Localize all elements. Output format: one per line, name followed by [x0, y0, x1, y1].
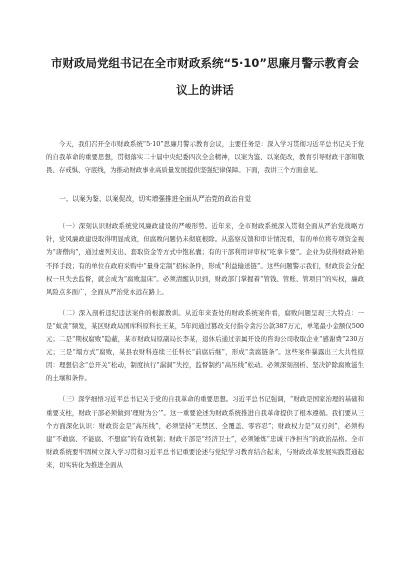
- paragraph-spacer: [46, 299, 364, 307]
- intro-paragraph: 今天，我们召开全市财政系统“5·10”思廉月警示教育会议，主要任务是：深入学习贯彻习近平总书记关于党的自我革命的重要思想，贯彻落实二十届中央纪委四次全会精神，以案为鉴、以案促改，教育引导财政干部知敬畏、存戒惧、守底线，为推动财政事业高质量发展提供坚强纪律保障。下面，我讲三个方面意见。: [46, 140, 364, 175]
- speech-title-line-1: 市财政局党组书记在全市财政系统“5·10”思廉月警示教育会: [51, 56, 359, 70]
- speech-title-line-2: 议上的讲话: [176, 83, 234, 97]
- body-paragraph-1: （一）深刻认识财政系统党风廉政建设的严峻形势。近年来，全市财政系统深入贯彻全面从严治党战略方针，党风廉政建设取得明显成效，但腐败问题仍未彻底根除。从巡察反馈和审计情况看，有的单位将专项资金视为“唐僧肉”，通过虚列支出、套取资金等方式中饱私囊；有的干部利用评审权“吃拿卡要”。企业为获得财政补贴不择手段；有的单位在政府采购中“量身定制”招标条件，形成“利益输送链”。这些问题警示我们，财政资金分配权一旦失去监督，就会成为“腐败温床”。必须清醒认识到，财政部门掌握着“管钱、管账、管项目”的实权，廉政风险点多面广，全面从严治党永远在路上。: [46, 222, 364, 296]
- body-paragraph-2: （二）深入剖析违纪违法案件的根源教训。从近年来查处的财政系统案件看，腐败问题呈现三大特点：一是“蚁贪”频发，某区财政局国库科原科长王某，5年间通过篡改支付指令贪污公款387万元，单笔最小金额仅500元；二是“期权腐败”隐蔽，某市财政局原副局长李某，退休后通过亲属开设的咨询公司收取企业“感谢费”230万元；三是“塌方式”腐败，某县农财科连续三任科长“前腐后继”，形成“贪腐链条”。这些案件暴露出三大共性原因：理想信念“总开关”松动，制度执行“漏洞”失控，监督制约“高压线”松动。必须深刻剖析、坚决铲除腐败滋生的土壤和条件。: [46, 308, 364, 383]
- speech-title: [46, 50, 364, 104]
- speech-body: [46, 138, 364, 472]
- section-heading: 一、以案为鉴、以案促改，切实增强推进全面从严治党的政治自觉: [59, 195, 251, 204]
- body-paragraph-3: （三）深学细悟习近平总书记关于党的自我革命的重要思想。习近平总书记强调，“财政是国家治理的基础和重要支柱，财政干部必须做到‘理财为公’”。这一重要论述为财政系统推进自我革命提供了根本遵循。我们要从三个方面深化认识：财政资金是“高压线”，必须坚持“无禁区、全覆盖、零容忍”；财政权力是“双刃剑”，必须构建“不敢腐、不能腐、不想腐”的有效机制；财政干部是“经济卫士”，必须锤炼“忠诚干净担当”的政治品格。全市财政系统要牢固树立深入学习贯彻习近平总书记重要论述与党纪学习教育结合起来，与财政改革发展实践贯通起来，切实转化为推进全面从: [46, 395, 364, 469]
- paragraph-spacer: [46, 385, 364, 393]
